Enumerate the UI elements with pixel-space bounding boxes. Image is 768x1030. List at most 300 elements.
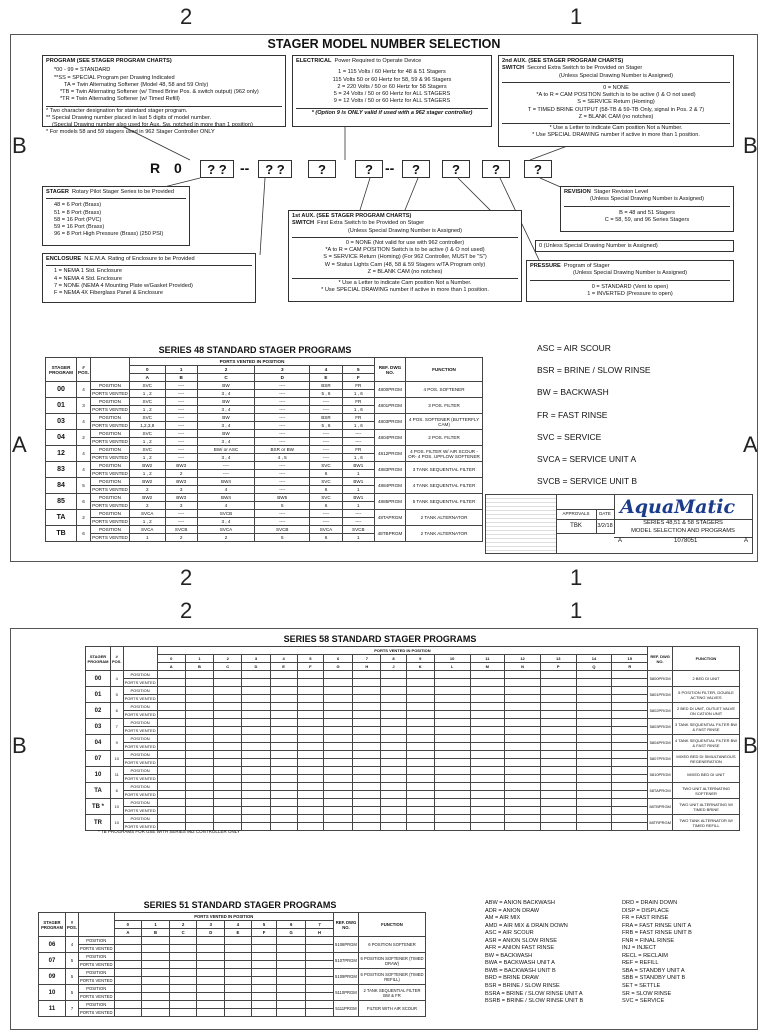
col-header-func: FUNCTION bbox=[673, 647, 740, 671]
port-cell bbox=[576, 735, 612, 743]
abbreviation-item: BSRA = BRINE / SLOW RINSE UNIT A bbox=[485, 990, 583, 997]
abbreviation-item: ABW = ANION BACKWASH bbox=[485, 900, 555, 906]
code-dash-2: -- bbox=[385, 160, 395, 176]
function-cell: TWO TANK ALTERNATOR W/ TIMED REFILL bbox=[673, 815, 740, 831]
row-label-cell: PORTS VENTED bbox=[124, 760, 156, 765]
port-cell bbox=[214, 695, 242, 703]
function-cell: 3 POS. FILTER bbox=[406, 398, 483, 414]
port-cell: ---- bbox=[310, 430, 342, 438]
port-cell bbox=[434, 687, 470, 695]
port-cell bbox=[470, 735, 505, 743]
port-cell: ---- bbox=[255, 518, 310, 526]
series58-title: SERIES 58 STANDARD STAGER PROGRAMS bbox=[283, 634, 477, 644]
port-cell bbox=[214, 703, 242, 711]
port-cell bbox=[142, 1001, 170, 1009]
port-cell bbox=[406, 775, 434, 783]
table-row bbox=[86, 703, 740, 711]
port-cell: ---- bbox=[255, 382, 310, 390]
port-cell bbox=[406, 767, 434, 775]
ports-vented-header: PORTS VENTED IN POSITION bbox=[129, 358, 374, 366]
function-cell: 3 TANK SEQUENTIAL FILTER BW & FAST RINSE bbox=[673, 719, 740, 735]
pos-count-cell: 6 bbox=[77, 526, 91, 542]
port-number-header: 13 bbox=[540, 655, 576, 663]
row-label-cell: PORTS VENTED bbox=[80, 978, 113, 983]
pos-count-cell: 4 bbox=[111, 671, 124, 687]
function-cell: FILTER WITH AIR SCOUR bbox=[359, 1001, 426, 1017]
port-cell bbox=[576, 671, 612, 679]
stager-title: STAGER MODEL NUMBER SELECTION bbox=[267, 37, 501, 51]
port-cell bbox=[297, 727, 323, 735]
port-cell bbox=[540, 711, 576, 719]
port-cell: ---- bbox=[165, 382, 197, 390]
port-cell bbox=[434, 695, 470, 703]
row-label-cell: PORTS VENTED bbox=[80, 1010, 113, 1015]
port-cell: 1 , 2 bbox=[129, 470, 165, 478]
title-block bbox=[485, 494, 753, 554]
port-cell: 1 , 2 bbox=[129, 518, 165, 526]
port-cell bbox=[185, 695, 213, 703]
port-cell bbox=[612, 751, 648, 759]
port-cell bbox=[434, 671, 470, 679]
code-box-aux1: ? bbox=[402, 160, 430, 178]
port-cell bbox=[612, 679, 648, 687]
table-row bbox=[46, 494, 483, 502]
port-cell: ---- bbox=[255, 470, 310, 478]
table-row bbox=[46, 462, 483, 470]
port-cell bbox=[470, 719, 505, 727]
port-cell bbox=[297, 687, 323, 695]
port-cell: 2 bbox=[129, 486, 165, 494]
pos-count-cell: 2 bbox=[77, 510, 91, 526]
port-cell: 1 , 2 bbox=[129, 454, 165, 462]
stager-program-cell: 83 bbox=[46, 462, 77, 478]
port-cell bbox=[142, 937, 170, 945]
port-cell: ---- bbox=[165, 518, 197, 526]
port-cell bbox=[381, 695, 406, 703]
port-cell bbox=[353, 679, 381, 687]
port-cell: 2 bbox=[165, 470, 197, 478]
aux2-head-line: Second Extra Switch to be Provided on Stager bbox=[527, 65, 643, 72]
aux2-header: 2nd AUX. (SEE STAGER PROGRAM CHARTS) bbox=[502, 58, 624, 64]
stager-line: 51 = 8 Port (Brass) bbox=[54, 209, 102, 216]
port-cell bbox=[434, 743, 470, 751]
program-line-tb: *TB = Twin Alternating Softener (w/ Timed Brine Pos. & switch output) bbox=[60, 89, 233, 96]
table-row bbox=[86, 775, 740, 783]
port-cell: 3 bbox=[165, 502, 197, 510]
function-cell: 6 POSITION SOFTENER (TIMED REFILL) bbox=[359, 969, 426, 985]
stager-program-cell: 00 bbox=[86, 671, 111, 687]
col-header-label bbox=[90, 358, 129, 382]
code-r: R bbox=[150, 160, 161, 176]
function-cell: MIXED BED DI UNIT bbox=[673, 767, 740, 783]
port-cell bbox=[406, 671, 434, 679]
port-cell bbox=[242, 735, 270, 743]
stager-program-cell: 01 bbox=[46, 398, 77, 414]
port-cell: BW3 bbox=[165, 478, 197, 486]
port-cell bbox=[612, 759, 648, 767]
port-cell bbox=[251, 1001, 277, 1009]
table-row bbox=[86, 807, 740, 815]
port-cell bbox=[576, 823, 612, 831]
port-cell bbox=[505, 823, 541, 831]
port-cell bbox=[214, 679, 242, 687]
port-cell bbox=[251, 985, 277, 993]
port-cell bbox=[297, 695, 323, 703]
position-letter-header: R bbox=[612, 663, 648, 671]
port-cell: SVC bbox=[129, 414, 165, 422]
port-cell: BW4 bbox=[197, 494, 254, 502]
port-cell bbox=[185, 767, 213, 775]
port-cell bbox=[323, 759, 352, 767]
port-cell bbox=[306, 1009, 334, 1017]
description-line-1: SERIES 48,51 & 58 STAGERS bbox=[643, 520, 723, 526]
function-cell: 4 POS. SOFTENER (BUTTERFLY CAM) bbox=[406, 414, 483, 430]
port-cell bbox=[612, 791, 648, 799]
port-cell bbox=[470, 799, 505, 807]
abbreviation-item: FRB = FAST RINSE UNIT B bbox=[622, 930, 692, 937]
stager-box-header: STAGER bbox=[46, 189, 69, 195]
row-label-cell: PORTS VENTED bbox=[124, 744, 156, 749]
stager-program-cell: TA bbox=[86, 783, 111, 799]
port-cell bbox=[242, 767, 270, 775]
stager-program-cell: 03 bbox=[46, 414, 77, 430]
port-cell bbox=[157, 775, 185, 783]
port-cell bbox=[540, 695, 576, 703]
port-cell bbox=[505, 687, 541, 695]
code-box-program: ? ? bbox=[258, 160, 292, 178]
abbreviation-item: SVC = SERVICE bbox=[622, 998, 665, 1005]
pos-count-cell: 4 bbox=[77, 414, 91, 430]
port-number-header: 10 bbox=[434, 655, 470, 663]
port-cell bbox=[297, 759, 323, 767]
aux1-line: S = SERVICE Return (Homing) (For 962 Controller, MUST be "S") bbox=[323, 254, 487, 261]
port-cell bbox=[353, 719, 381, 727]
port-cell: BW3 bbox=[165, 462, 197, 470]
port-cell bbox=[353, 791, 381, 799]
port-cell bbox=[270, 767, 297, 775]
zone-marker-mid-1a: 1 bbox=[570, 565, 583, 590]
port-cell bbox=[540, 791, 576, 799]
row-label-cell: POSITION bbox=[123, 799, 157, 807]
port-cell bbox=[185, 687, 213, 695]
port-cell bbox=[185, 727, 213, 735]
row-label-cell: POSITION bbox=[123, 815, 157, 823]
port-cell bbox=[306, 969, 334, 977]
port-number-header: 11 bbox=[470, 655, 505, 663]
port-cell bbox=[540, 735, 576, 743]
port-cell bbox=[434, 807, 470, 815]
table-row bbox=[46, 382, 483, 390]
electrical-line: 9 = 12 Volts / 50 or 60 Hertz for ALL STAGERS bbox=[333, 98, 451, 105]
stager-line: 96 = 8 Port High Pressure (Brass) (250 PSI) bbox=[54, 231, 164, 238]
series58-footnote: * TB PROGRAMS FOR USE WITH SERIES 962 CONTROLLER ONLY bbox=[98, 829, 240, 834]
port-cell bbox=[214, 799, 242, 807]
port-cell bbox=[197, 977, 225, 985]
title-block-description bbox=[614, 519, 752, 535]
port-cell: ---- bbox=[165, 422, 197, 430]
port-cell bbox=[157, 695, 185, 703]
port-cell bbox=[470, 791, 505, 799]
port-cell bbox=[540, 687, 576, 695]
position-letter-header: D bbox=[255, 374, 310, 382]
function-cell: 2 TANK SEQUENTIAL FILTER BW & FR bbox=[359, 985, 426, 1001]
port-cell bbox=[434, 719, 470, 727]
row-label-cell: PORTS VENTED bbox=[92, 391, 128, 396]
zone-marker-top-1: 1 bbox=[570, 4, 583, 29]
drawn-date: 3/2/18 bbox=[596, 519, 615, 534]
port-cell bbox=[323, 791, 352, 799]
port-cell bbox=[270, 711, 297, 719]
table-row bbox=[46, 478, 483, 486]
port-cell bbox=[114, 937, 142, 945]
row-label-cell: PORTS VENTED bbox=[92, 407, 128, 412]
ref-dwg-cell: 5110PRGM bbox=[334, 985, 359, 1001]
row-label-cell: PORTS VENTED bbox=[124, 728, 156, 733]
abbreviation-item: RECL = RECLAIM bbox=[622, 952, 668, 959]
port-cell bbox=[270, 759, 297, 767]
port-cell: ---- bbox=[255, 398, 310, 406]
program-line: *00 - 99 = STANDARD bbox=[54, 67, 111, 74]
port-cell bbox=[353, 687, 381, 695]
row-label-cell: POSITION bbox=[123, 719, 157, 727]
port-cell bbox=[381, 687, 406, 695]
port-cell bbox=[251, 977, 277, 985]
row-label-cell: POSITION bbox=[79, 969, 115, 977]
port-cell bbox=[242, 695, 270, 703]
aux1-line: W = Status Lights Cam (48, 58 & 59 Stagers w/TA Program only) bbox=[324, 261, 486, 268]
position-letter-header: K bbox=[406, 663, 434, 671]
table-row bbox=[86, 727, 740, 735]
abbreviation-item: ASC = AIR SCOUR bbox=[485, 930, 534, 937]
port-cell: ---- bbox=[165, 510, 197, 518]
pos-count-cell: 2 bbox=[77, 430, 91, 446]
port-cell bbox=[406, 679, 434, 687]
port-cell bbox=[197, 945, 225, 953]
port-cell bbox=[297, 743, 323, 751]
port-cell: SVC bbox=[310, 478, 342, 486]
port-cell bbox=[612, 719, 648, 727]
port-cell bbox=[505, 759, 541, 767]
port-cell bbox=[242, 743, 270, 751]
port-cell bbox=[612, 727, 648, 735]
port-cell bbox=[434, 751, 470, 759]
port-cell: 1 bbox=[342, 470, 374, 478]
port-cell bbox=[470, 711, 505, 719]
port-cell bbox=[381, 679, 406, 687]
port-cell bbox=[242, 775, 270, 783]
port-cell bbox=[434, 735, 470, 743]
port-cell: FR bbox=[342, 398, 374, 406]
col-header-func: FUNCTION bbox=[359, 913, 426, 937]
port-number-header: 2 bbox=[169, 921, 197, 929]
port-cell bbox=[306, 985, 334, 993]
port-cell bbox=[225, 985, 252, 993]
port-cell bbox=[157, 807, 185, 815]
port-cell bbox=[505, 815, 541, 823]
port-cell bbox=[612, 735, 648, 743]
port-cell bbox=[470, 743, 505, 751]
port-cell: SVCA bbox=[197, 526, 254, 534]
ref-dwg-cell: 48TBPRGM bbox=[375, 526, 406, 542]
electrical-line: 115 Volts 50 or 60 Hertz for 58, 59 & 96 Stagers bbox=[332, 76, 452, 83]
port-cell bbox=[242, 687, 270, 695]
table-row bbox=[86, 711, 740, 719]
port-cell bbox=[381, 671, 406, 679]
port-cell: FR bbox=[342, 446, 374, 454]
port-cell bbox=[323, 783, 352, 791]
code-box-enclosure: ? bbox=[355, 160, 383, 178]
port-cell bbox=[297, 799, 323, 807]
code-box-pressure: ? bbox=[482, 160, 510, 178]
port-cell bbox=[406, 743, 434, 751]
port-cell bbox=[197, 1009, 225, 1017]
port-number-header: 5 bbox=[251, 921, 277, 929]
function-cell: 3 TANK SEQUENTIAL FILTER bbox=[406, 462, 483, 478]
port-cell bbox=[185, 759, 213, 767]
port-cell bbox=[540, 671, 576, 679]
aux2-line: *A to R = CAM POSITION Switch is to be active (I & O not used) bbox=[536, 92, 696, 99]
date-label: DATE bbox=[596, 509, 615, 520]
port-cell: SVCB bbox=[342, 526, 374, 534]
stager-program-cell: TA bbox=[46, 510, 77, 526]
port-cell bbox=[185, 719, 213, 727]
abbreviation-item: SR = SLOW RINSE bbox=[622, 990, 672, 997]
port-number-header: 6 bbox=[277, 921, 306, 929]
revision-line: B = 48 and 51 Stagers bbox=[619, 209, 675, 216]
aux2-line: S = SERVICE Return (Homing) bbox=[577, 99, 655, 106]
port-cell: ---- bbox=[255, 510, 310, 518]
port-cell bbox=[270, 703, 297, 711]
port-cell bbox=[270, 743, 297, 751]
position-letter-header: F bbox=[297, 663, 323, 671]
port-cell bbox=[540, 679, 576, 687]
port-cell bbox=[540, 783, 576, 791]
port-cell bbox=[297, 783, 323, 791]
table-row bbox=[46, 398, 483, 406]
port-cell bbox=[434, 815, 470, 823]
port-cell bbox=[142, 969, 170, 977]
port-cell bbox=[225, 961, 252, 969]
code-box-electrical: ? bbox=[308, 160, 336, 178]
port-cell: ---- bbox=[310, 398, 342, 406]
port-cell bbox=[505, 679, 541, 687]
port-cell bbox=[406, 799, 434, 807]
ref-dwg-cell: 58TRPRGM bbox=[648, 815, 673, 831]
port-cell bbox=[251, 961, 277, 969]
port-cell bbox=[185, 751, 213, 759]
function-cell: 5 TANK SEQUENTIAL FILTER bbox=[406, 494, 483, 510]
port-cell bbox=[406, 711, 434, 719]
port-cell bbox=[214, 775, 242, 783]
port-cell: SVCA bbox=[129, 510, 165, 518]
port-cell bbox=[381, 791, 406, 799]
table-row bbox=[39, 969, 426, 977]
stager-program-cell: 10 bbox=[86, 767, 111, 783]
ref-dwg-cell: 58TBPRGM bbox=[648, 799, 673, 815]
pressure-line: 1 = INVERTED (Pressure to open) bbox=[587, 290, 673, 297]
table-row bbox=[46, 510, 483, 518]
port-cell bbox=[214, 743, 242, 751]
table-row bbox=[39, 953, 426, 961]
port-cell bbox=[306, 945, 334, 953]
enclosure-desc: N.E.M.A. Rating of Enclosure to be Provided bbox=[84, 256, 195, 262]
ref-dwg-cell: 4803PRGM bbox=[375, 414, 406, 430]
port-cell bbox=[185, 775, 213, 783]
port-cell bbox=[157, 703, 185, 711]
port-number-header: 7 bbox=[306, 921, 334, 929]
series51-table bbox=[38, 912, 426, 1017]
port-cell bbox=[612, 815, 648, 823]
port-cell bbox=[297, 679, 323, 687]
port-cell bbox=[353, 815, 381, 823]
port-cell bbox=[470, 727, 505, 735]
port-cell bbox=[185, 791, 213, 799]
port-cell bbox=[157, 799, 185, 807]
port-number-header: 6 bbox=[323, 655, 352, 663]
approvals-label: APPROVALS bbox=[556, 509, 597, 520]
port-cell bbox=[157, 735, 185, 743]
port-cell bbox=[157, 751, 185, 759]
aux2-line: Z = BLANK CAM (no notches) bbox=[578, 113, 654, 120]
port-cell: FR bbox=[342, 382, 374, 390]
stager-program-cell: TB * bbox=[86, 799, 111, 815]
pressure-desc2: (Unless Special Drawing Number is Assigned) bbox=[572, 270, 688, 277]
aux1-note: * Use SPECIAL DRAWING number if active in more than 1 position. bbox=[321, 287, 489, 294]
port-cell: ---- bbox=[197, 462, 254, 470]
aux1-sub: SWITCH bbox=[292, 220, 315, 227]
stager-program-cell: 85 bbox=[46, 494, 77, 510]
series58-table bbox=[85, 646, 740, 831]
port-cell: BW5 bbox=[255, 494, 310, 502]
electrical-line: 5 = 24 Volts / 50 or 60 Hertz for ALL STAGERS bbox=[333, 91, 451, 98]
port-cell bbox=[505, 767, 541, 775]
port-cell bbox=[470, 687, 505, 695]
col-header-stager: STAGER PROGRAM bbox=[39, 913, 66, 937]
row-label-cell: PORTS VENTED bbox=[124, 776, 156, 781]
port-cell bbox=[242, 711, 270, 719]
port-cell bbox=[197, 993, 225, 1001]
port-cell bbox=[142, 945, 170, 953]
port-cell bbox=[277, 969, 306, 977]
position-letter-header: Q bbox=[576, 663, 612, 671]
position-letter-header: C bbox=[169, 929, 197, 937]
port-cell bbox=[406, 727, 434, 735]
stager-program-cell: 04 bbox=[86, 735, 111, 751]
position-letter-header: G bbox=[277, 929, 306, 937]
port-cell bbox=[576, 703, 612, 711]
port-cell bbox=[242, 799, 270, 807]
port-cell bbox=[277, 985, 306, 993]
stager-program-cell: 07 bbox=[39, 953, 66, 969]
row-label-cell: POSITION bbox=[90, 494, 129, 502]
table-row bbox=[46, 430, 483, 438]
port-cell bbox=[434, 679, 470, 687]
port-cell bbox=[225, 993, 252, 1001]
port-cell: BW bbox=[197, 430, 254, 438]
port-cell bbox=[323, 719, 352, 727]
port-cell bbox=[214, 783, 242, 791]
port-cell bbox=[225, 945, 252, 953]
port-cell bbox=[277, 1009, 306, 1017]
port-cell bbox=[576, 743, 612, 751]
port-cell bbox=[214, 815, 242, 823]
port-cell bbox=[277, 977, 306, 985]
port-cell bbox=[381, 711, 406, 719]
port-cell bbox=[381, 727, 406, 735]
col-header-pos: # POS. bbox=[77, 358, 91, 382]
port-cell bbox=[353, 671, 381, 679]
port-cell bbox=[540, 807, 576, 815]
